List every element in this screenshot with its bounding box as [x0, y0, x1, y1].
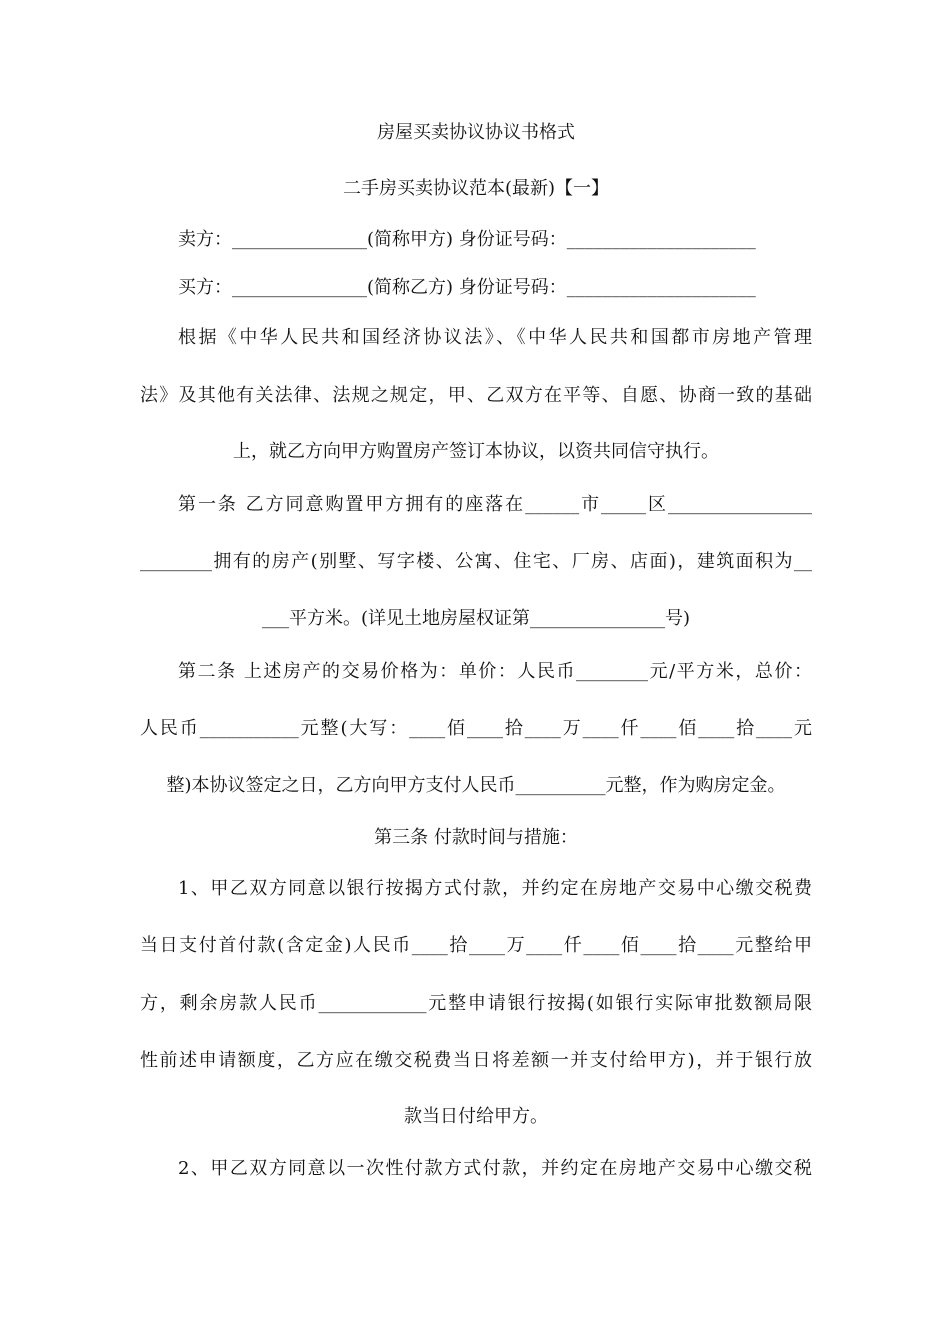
document-title: 房屋买卖协议协议书格式: [377, 122, 575, 143]
payment-1-line-4: 性前述申请额度，乙方应在缴交税费当日将差额一并支付给甲方)，并于银行放: [140, 1050, 812, 1071]
payment-1-line-3: 方，剩余房款人民币____________元整申请银行按揭(如银行实际审批数额局限: [140, 993, 812, 1014]
payment-1-line-2: 当日支付首付款(含定金)人民币____拾____万____仟____佰____拾____元整给甲: [140, 935, 812, 956]
preamble-line-2: 法》及其他有关法律、法规之规定，甲、乙双方在平等、自愿、协商一致的基础: [140, 385, 812, 406]
payment-2-line-1: 2、甲乙双方同意以一次性付款方式付款，并约定在房地产交易中心缴交税: [178, 1158, 812, 1179]
payment-1-line-5: 款当日付给甲方。: [404, 1106, 548, 1127]
payment-1-line-1: 1、甲乙双方同意以银行按揭方式付款，并约定在房地产交易中心缴交税费: [178, 878, 812, 899]
article-2-line-1: 第二条 上述房产的交易价格为：单价：人民币________元/平方米，总价：: [178, 661, 812, 682]
seller-line: 卖方：_______________(简称甲方) 身份证号码：_____________________: [178, 229, 756, 250]
article-3-heading: 第三条 付款时间与措施：: [374, 827, 578, 848]
article-2-line-2: 人民币___________元整(大写：____佰____拾____万____仟____佰____拾____元: [140, 718, 812, 739]
article-2-line-3: 整)本协议签定之日，乙方向甲方支付人民币__________元整，作为购房定金。: [166, 775, 786, 796]
document-subtitle: 二手房买卖协议范本(最新)【一】: [342, 178, 610, 199]
buyer-line: 买方：_______________(简称乙方) 身份证号码：_____________________: [178, 277, 756, 298]
article-1-line-3: ___平方米。(详见土地房屋权证第_______________号): [261, 608, 691, 629]
preamble-line-3: 上，就乙方向甲方购置房产签订本协议，以资共同信守执行。: [233, 441, 719, 462]
article-1-line-2: ________拥有的房产(别墅、写字楼、公寓、住宅、厂房、店面)，建筑面积为__: [140, 551, 812, 572]
article-1-line-1: 第一条 乙方同意购置甲方拥有的座落在______市_____区________________: [178, 494, 812, 515]
preamble-line-1: 根据《中华人民共和国经济协议法》、《中华人民共和国都市房地产管理: [178, 327, 812, 348]
